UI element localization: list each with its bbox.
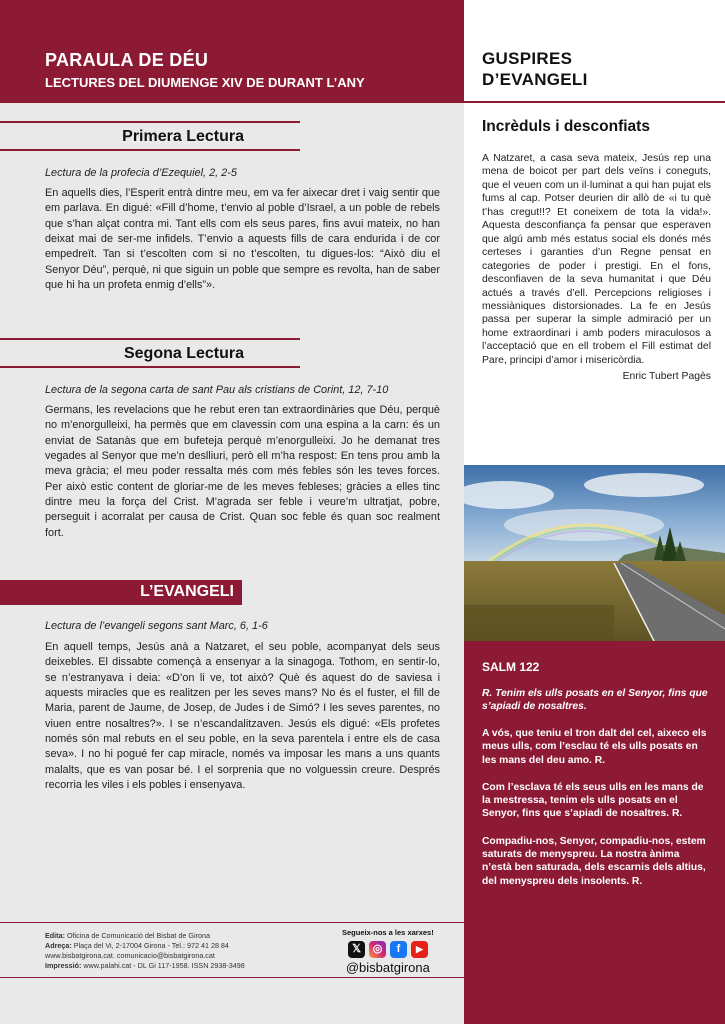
page-header [0,0,464,103]
psalm-title: SALM 122 [482,660,540,674]
website-link[interactable]: www.bisbatgirona.cat. comunicacio@bisbatgirona.cat [45,951,215,960]
evangeli-heading [0,580,242,605]
social-links [342,928,434,975]
segona-lectura-title: Segona Lectura [123,345,244,362]
facebook-icon[interactable]: f [390,941,407,958]
primera-lectura-text: En aquells dies, l’Esperit entrà dintre meu, em va fer aixecar dret i vaig sentir que em parlava. En digué: «Fill d’home, t’envio al poble d’Israel, a un poble de rebels que s’han alçat contra mi. Tant ells com els seus pares, fins avui mateix, no han deixat mai de ser-me infidels. T’envio a aquests fills de cara endurida i de cor empedreït. Tan si t’escolten com si no t’escolten, tu digues-los: “Això diu el Senyor Déu”, perquè, ni que siguin un poble que sempre es revolta, han de saber que hi ha un profeta enmig d’ells”». [45,187,440,292]
segona-lectura-reference: Lectura de la segona carta de sant Pau als cristians de Corint, 12, 7-10 [45,384,389,396]
evangeli-reference: Lectura de l’evangeli segons sant Marc, 6, 1-6 [45,620,268,632]
instagram-icon[interactable]: ◎ [369,941,386,958]
article-author: Enric Tubert Pagès [622,371,711,383]
x-icon[interactable]: 𝕏 [348,941,365,958]
reflection-article [464,103,725,465]
article-title: Incrèduls i desconfiats [482,118,650,135]
publisher-info: Edita: Oficina de Comunicació del Bisbat de Girona Adreça: Plaça del Vi, 2-17004 Girona - Tel.: 972 41 28 84 www.bisbatgirona.cat. comunicacio@bisbatgirona.cat Impressió: www.palahi.cat - DL Gi 117-1958. ISSN 2938-3498 [45,931,245,970]
footer [0,922,464,978]
psalm-section [464,641,725,1024]
rainbow-road-image [464,465,725,641]
psalm-stanza: A vós, que teniu el tron dalt del cel, aixeco els meus ulls, com l’esclau té els ulls posats en les mans del deu amo. R. [482,728,707,766]
evangeli-text: En aquell temps, Jesús anà a Natzaret, el seu poble, acompanyat dels seus deixebles. El dissabte començà a ensenyar a la sinagoga. Tothom, en sentir-lo, se n’estranyava i deia: «D’on li ve, tot això? Què és aquest do de saviesa i aquests miracles que es realitzen per les seves mans? No és el fuster, el fill de Maria, parent de Jaume, de Josep, de Judes i de Simó? I les seves parentes, no viuen entre nosaltres?». I se n’escandalitzaven. Jesús els digué: «Els profetes només són mal rebuts en el seu poble, en la seva parentela i entre els de casa seva». I no hi pogué fer cap miracle, només va imposar les mans a uns quants malalts, que es van posar bé. I el sorprenia que no volguessin creure. Després recorria les viles i els pobles i ensenyava. [45,641,440,792]
page-subtitle: LECTURES DEL DIUMENGE XIV DE DURANT L’ANY [45,75,365,90]
article-text: A Natzaret, a casa seva mateix, Jesús rep una mena de boicot per part dels veïns i coneguts, que el veuen com un il·luminat a qui han pujat els fums al cap. Potser deurien dir allò de «i tu què t’has cregut!!? Et coneixem de tota la vida!». Aquesta desconfiança fa pensar que esperaven que algú amb més estatus social els donés més certeses i garanties d’un Regne pensat en categories de poder i prestigi. En el fons, desconfiaven de la seva humanitat i que Déu actués a través d’ell. Percepcions religioses i messiàniques distorsionades. La fe en Jesús passa per superar la simple admiració per un home extraordinari i amb poders miraculosos a l’acceptació que en ell trobem el Fill estimat del Pare, principi d’amor i misericòrdia. [482,153,711,366]
landscape-photo [464,465,725,641]
primera-lectura-reference: Lectura de la profecia d’Ezequiel, 2, 2-5 [45,167,237,179]
side-header [464,0,725,103]
segona-lectura-text: Germans, les revelacions que he rebut eren tan extraordinàries que Déu, perquè no m’enorgulleixi, ha permès que em clavessin com una espina a la carn: és un enviat de Satanàs que em bufeteja perquè m’enorgulleixi. Jo he demanat tres vegades al Senyor que me’n deslliuri, però ell m’ha respost: En tens prou amb la meva gràcia; el meu poder ressalta més com més febles són les teves forces. Per això estic content de gloriar-me de les meves febleses; gràcies a elles tinc dintre meu la força del Crist. M’agrada ser feble i veure’m ultratjat, pobre, perseguit i acorralat per causa de Crist. Quan soc feble és quan soc realment fort. [45,404,440,539]
youtube-icon[interactable]: ▶ [411,941,428,958]
right-column [464,0,725,1024]
primera-lectura-title: Primera Lectura [122,128,244,145]
evangeli-title: L’EVANGELI [140,583,234,600]
psalm-stanza: Compadiu-nos, Senyor, compadiu-nos, estem saturats de menyspreu. La nostra ànima n’està ben saturada, dels escarnis dels altius, del menyspreu dels insolents. R. [482,835,706,887]
social-label: Segueix-nos a les xarxes! [342,928,434,937]
primera-lectura-heading [0,121,300,151]
segona-lectura-heading [0,338,300,368]
social-handle[interactable]: @bisbatgirona [345,960,430,975]
page-title: PARAULA DE DÉU [45,50,209,70]
side-header-line2: D’EVANGELI [482,70,588,90]
psalm-response: R. Tenim els ulls posats en el Senyor, fins que s’apiadi de nosaltres. [482,688,708,712]
psalm-stanza: Com l’esclava té els seus ulls en les mans de la mestressa, tenim els ulls posats en el Senyor, fins que s’apiadi de nosaltres. R. [482,781,704,820]
side-header-line1: GUSPIRES [482,49,573,68]
